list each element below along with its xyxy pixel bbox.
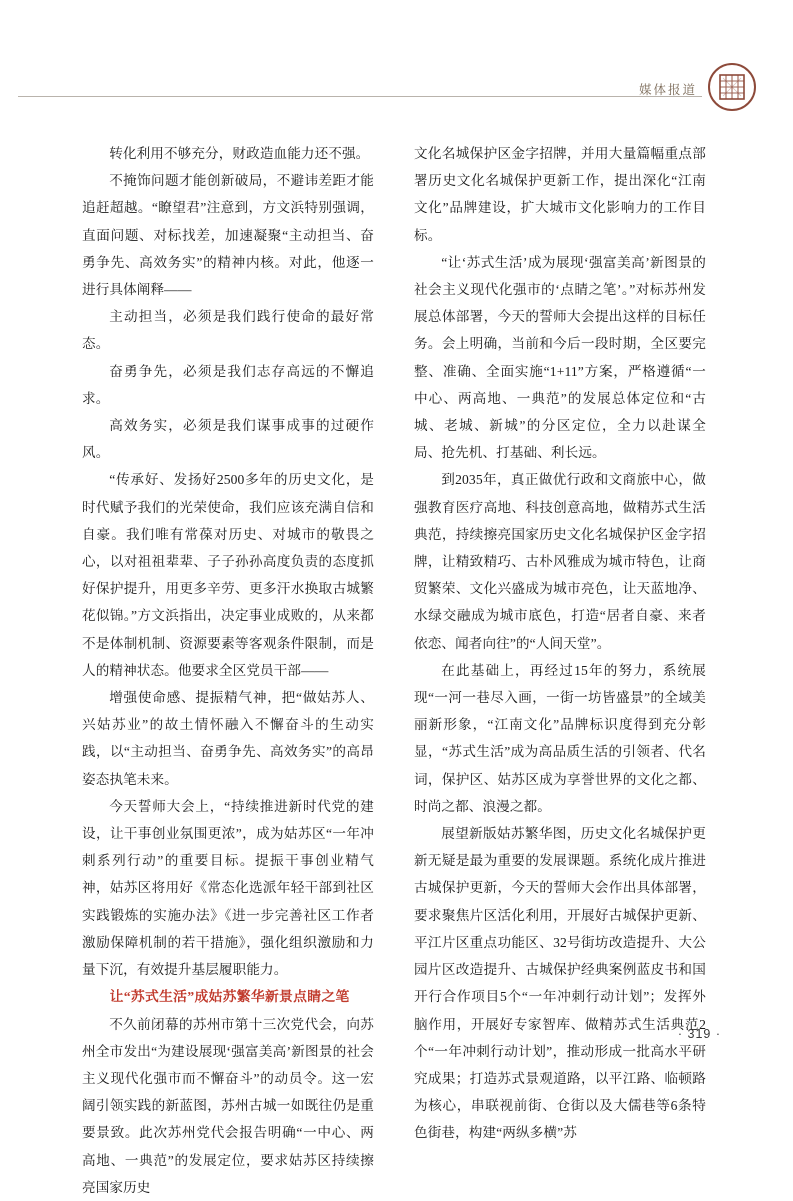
body-paragraph: 增强使命感、提振精气神，把“做姑苏人、兴姑苏业”的故土情怀融入不懈奋斗的生动实践，以“主动担当、奋勇争先、高效务实”的高昂姿态执笔未来。 (82, 690, 374, 787)
header-section-label: 媒体报道 (638, 83, 697, 97)
body-paragraph: 在此基础上，再经过15年的努力，系统展现“一河一巷尽入画，一街一坊皆盛景”的全域美丽新形象，“江南文化”品牌标识度得到充分彰显，“苏式生活”成为高品质生活的引领者、代名词，保护区、姑苏区成为享誉世界的文化之都、时尚之都、浪漫之都。 (414, 662, 706, 814)
text-column-right (414, 140, 706, 1147)
body-paragraph: “让‘苏式生活’成为展现‘强富美高’新图景的社会主义现代化强市的‘点睛之笔’。”对标苏州发展总体部署，今天的誓师大会提出这样的目标任务。会上明确，当前和今后一段时期，全区要完整、准确、全面实施“1+11”方案，严格遵循“一中心、两高地、一典范”的发展总体定位和“古城、老城、新城”的分区定位，全力以赴谋全局、抢先机、打基础、利长远。 (414, 254, 706, 461)
body-paragraph: 到2035年，真正做优行政和文商旅中心，做强教育医疗高地、科技创意高地，做精苏式生活典范，持续擦亮国家历史文化名城保护区金字招牌，让精致精巧、古朴风雅成为城市特色，让商贸繁荣、文化兴盛成为城市亮色，让天蓝地净、水绿交融成为城市底色，打造“居者自豪、来者依恋、闻者向往”的“人间天堂”。 (414, 472, 706, 651)
body-paragraph: 不掩饰问题才能创新破局，不避讳差距才能追赶超越。“瞭望君”注意到，方文浜特别强调，直面问题、对标找差，加速凝聚“主动担当、奋勇争先、高效务实”的精神内核。对此，他逐一进行具体阐释—— (82, 173, 374, 298)
body-paragraph: 展望新版姑苏繁华图，历史文化名城保护更新无疑是最为重要的发展课题。系统化成片推进古城保护更新，今天的誓师大会作出具体部署，要求聚焦片区活化利用，开展好古城保护更新、平江片区重点功能区、32号街坊改造提升、大公园片区改造提升、古城保护经典案例蓝皮书和国开行合作项目5个“一年冲刺行动计划”；发挥外脑作用，开展好专家智库、做精苏式生活典范2个“一年冲刺行动计划”，推动形成一批高水平研究成果；打造苏式景观道路，以平江路、临顿路为核心，串联视前街、仓街以及大儒巷等6条特色街巷，构建“两纵多横”苏 (414, 826, 706, 1141)
body-paragraph: 奋勇争先，必须是我们志存高远的不懈追求。 (82, 363, 374, 406)
header-divider (18, 96, 702, 97)
page-number: · 319 · (677, 1027, 721, 1041)
text-column-left (82, 140, 374, 1201)
body-paragraph: 不久前闭幕的苏州市第十三次党代会，向苏州全市发出“为建设展现‘强富美高’新图景的社会主义现代化强市而不懈奋斗”的动员令。这一宏阔引领实践的新蓝图，苏州古城一如既往仍是重要景致。此次苏州党代会报告明确“一中心、两高地、一典范”的发展定位，要求姑苏区持续擦亮国家历史 (82, 1016, 374, 1195)
body-paragraph: 主动担当，必须是我们践行使命的最好常态。 (82, 309, 374, 352)
body-paragraph: 文化名城保护区金字招牌，并用大量篇幅重点部署历史文化名城保护更新工作，提出深化“江南文化”品牌建设，扩大城市文化影响力的工作目标。 (414, 146, 706, 243)
body-paragraph: 今天誓师大会上，“持续推进新时代党的建设，让干事创业氛围更浓”，成为姑苏区“一年冲刺系列行动”的重要目标。提振干事创业精气神，姑苏区将用好《常态化选派年轻干部到社区实践锻炼的实施办法》《进一步完善社区工作者激励保障机制的若干措施》，强化组织激励和力量下沉，有效提升基层履职能力。 (82, 798, 374, 978)
section-subheading: 让“苏式生活”成姑苏繁华新景点睛之笔 (109, 989, 350, 1005)
body-paragraph: 高效务实，必须是我们谋事成事的过硬作风。 (82, 418, 374, 461)
body-paragraph: 转化利用不够充分，财政造血能力还不强。 (109, 146, 370, 161)
body-paragraph: “传承好、发扬好2500多年的历史文化，是时代赋予我们的光荣使命，我们应该充满自信和自豪。我们唯有常葆对历史、对城市的敬畏之心，以对祖祖辈辈、子子孙孙高度负责的态度抓好保护提升，用更多辛劳、更多汗水换取古城繁花似锦。”方文浜指出，决定事业成败的，从来都不是体制机制、资源要素等客观条件限制，而是人的精神状态。他要求全区党员干部—— (82, 472, 374, 678)
page-header (0, 60, 793, 108)
seal-stamp-icon (707, 62, 757, 112)
